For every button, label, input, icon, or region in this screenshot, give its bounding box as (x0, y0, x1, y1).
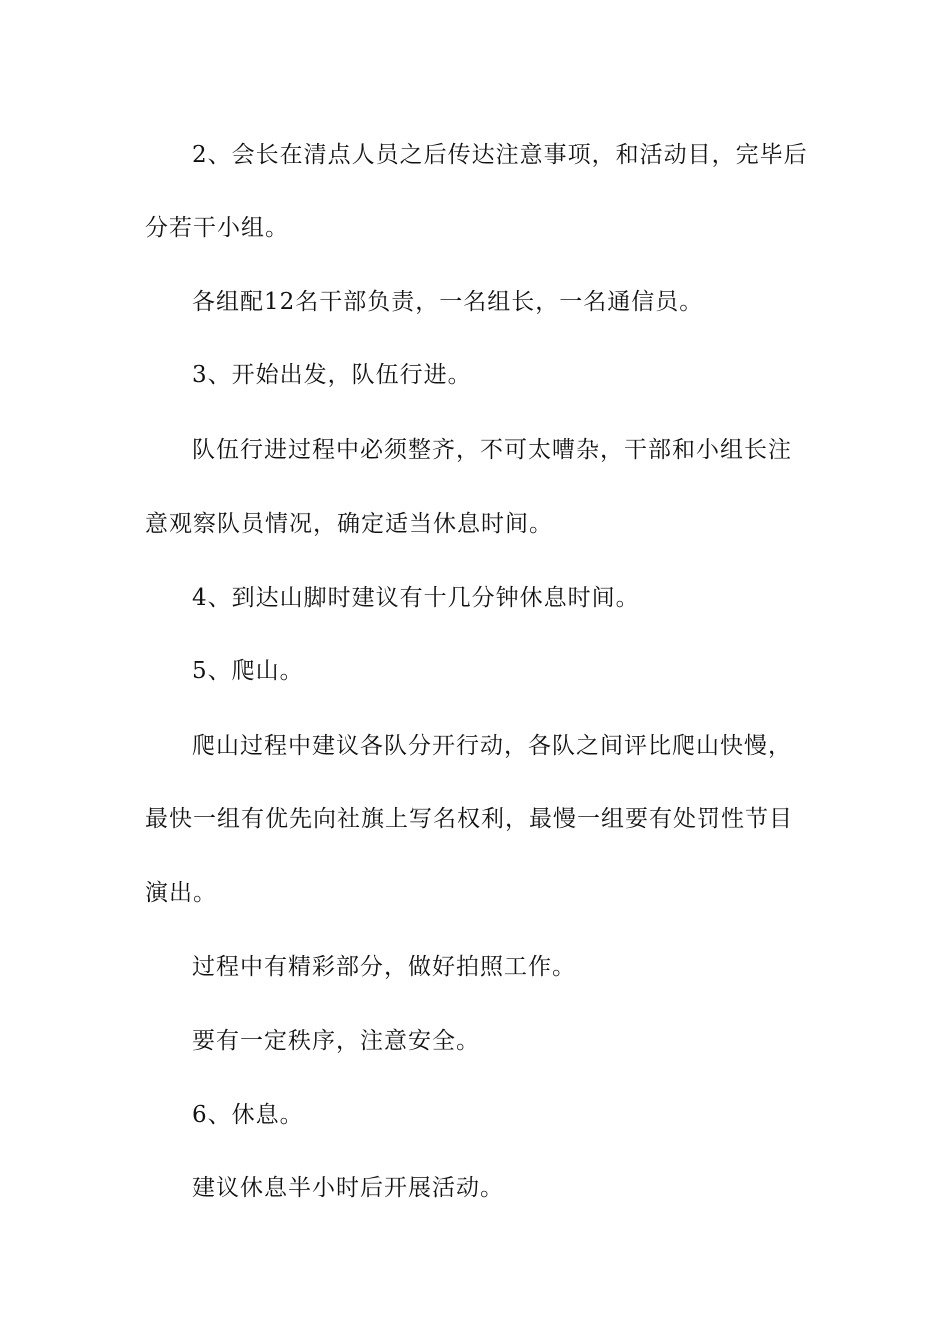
paragraph-line: 4、到达山脚时建议有十几分钟休息时间。 (192, 585, 640, 611)
paragraph-line: 最快一组有优先向社旗上写名权利，最慢一组要有处罚性节目 (145, 806, 793, 832)
paragraph-line: 爬山过程中建议各队分开行动，各队之间评比爬山快慢， (192, 733, 792, 759)
paragraph-line: 要有一定秩序，注意安全。 (192, 1028, 480, 1054)
paragraph-line: 6、休息。 (192, 1102, 304, 1128)
paragraph-line: 过程中有精彩部分，做好拍照工作。 (192, 954, 576, 980)
paragraph-line: 5、爬山。 (192, 658, 304, 684)
paragraph-line: 队伍行进过程中必须整齐，不可太嘈杂，干部和小组长注 (192, 437, 792, 463)
paragraph-line: 演出。 (145, 880, 217, 906)
paragraph-line: 2、会长在清点人员之后传达注意事项，和活动目，完毕后 (192, 142, 808, 168)
paragraph-line: 建议休息半小时后开展活动。 (192, 1175, 504, 1201)
paragraph-line: 3、开始出发，队伍行进。 (192, 362, 472, 388)
paragraph-line: 分若干小组。 (145, 215, 289, 241)
paragraph-line: 意观察队员情况，确定适当休息时间。 (145, 511, 553, 537)
paragraph-line: 各组配12名干部负责，一名组长，一名通信员。 (192, 289, 704, 315)
